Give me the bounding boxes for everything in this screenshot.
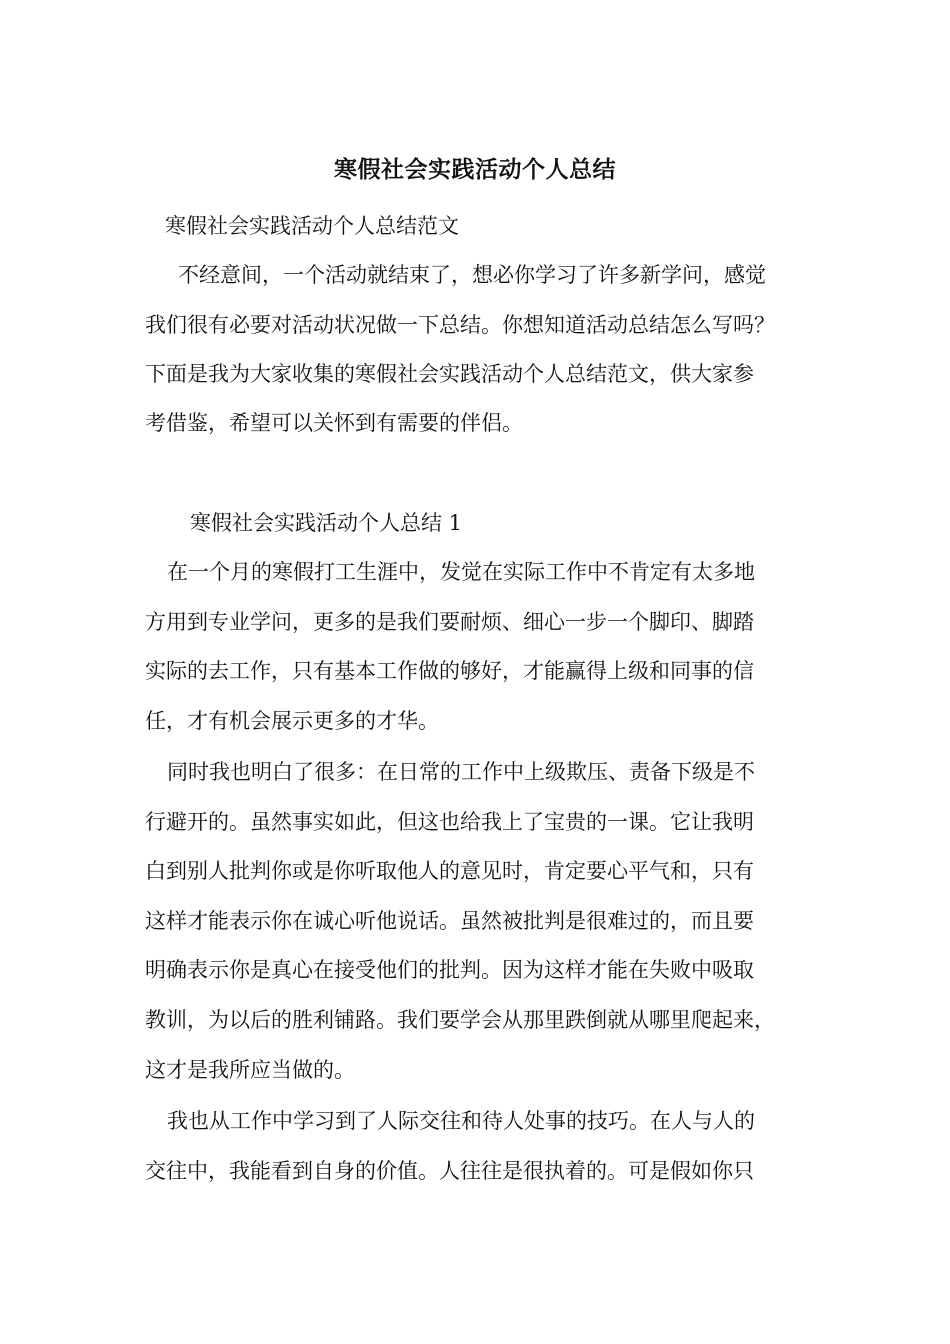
document-subtitle: 寒假社会实践活动个人总结范文 — [165, 214, 459, 238]
intro-line: 不经意间，一个活动就结束了，想必你学习了许多新学问，感觉 — [178, 263, 766, 287]
paragraph-line: 实际的去工作，只有基本工作做的够好，才能赢得上级和同事的信 — [145, 659, 754, 683]
intro-line: 考借鉴，希望可以关怀到有需要的伴侣。 — [145, 411, 523, 435]
paragraph-line: 我也从工作中学习到了人际交往和待人处事的技巧。在人与人的 — [167, 1109, 755, 1133]
intro-line: 下面是我为大家收集的寒假社会实践活动个人总结范文，供大家参 — [145, 362, 754, 386]
document-title: 寒假社会实践活动个人总结 — [334, 156, 616, 183]
paragraph-line: 明确表示你是真心在接受他们的批判。因为这样才能在失败中吸取 — [145, 958, 754, 982]
paragraph-line: 行避开的。虽然事实如此，但这也给我上了宝贵的一课。它让我明 — [145, 810, 754, 834]
paragraph-line: 同时我也明白了很多：在日常的工作中上级欺压、责备下级是不 — [167, 760, 755, 784]
paragraph-line: 教训，为以后的胜利铺路。我们要学会从那里跌倒就从哪里爬起来， — [145, 1008, 775, 1032]
paragraph-line: 白到别人批判你或是你听取他人的意见时，肯定要心平气和，只有 — [145, 859, 754, 883]
paragraph-line: 这才是我所应当做的。 — [145, 1058, 355, 1082]
paragraph-line: 在一个月的寒假打工生涯中，发觉在实际工作中不肯定有太多地 — [167, 560, 755, 584]
paragraph-line: 任，才有机会展示更多的才华。 — [145, 709, 439, 733]
section-heading: 寒假社会实践活动个人总结 1 — [190, 511, 463, 535]
paragraph-line: 这样才能表示你在诚心听他说话。虽然被批判是很难过的，而且要 — [145, 909, 754, 933]
paragraph-line: 方用到专业学问，更多的是我们要耐烦、细心一步一个脚印、脚踏 — [145, 610, 754, 634]
intro-line: 我们很有必要对活动状况做一下总结。你想知道活动总结怎么写吗？ — [145, 313, 775, 337]
paragraph-line: 交往中，我能看到自身的价值。人往往是很执着的。可是假如你只 — [145, 1159, 754, 1183]
